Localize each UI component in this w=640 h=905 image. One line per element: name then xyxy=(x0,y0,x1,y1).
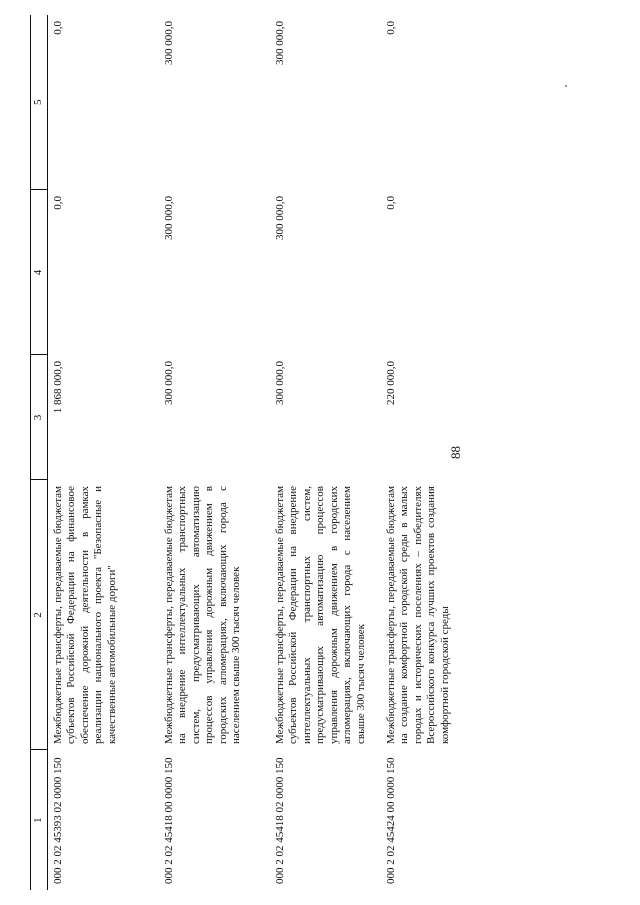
table-row xyxy=(159,15,270,890)
column-header-3: 3 xyxy=(31,355,48,480)
table-row xyxy=(47,15,159,890)
budget-code: 000 2 02 45418 00 0000 150 xyxy=(162,757,175,884)
amount-col-5: 300 000,0 xyxy=(273,21,286,65)
amount-col-4: 0,0 xyxy=(51,196,64,210)
budget-description: Межбюджетные трансферты, передаваемые бюджетам на внедрение интеллектуальных транспортных систем, предусматривающих автоматизацию процессов управления дорожным движением в городских агломерациях, включающих города с населением свыше 300 тысяч человек xyxy=(162,486,242,744)
budget-code: 000 2 02 45424 00 0000 150 xyxy=(384,757,397,884)
amount-col-4: 300 000,0 xyxy=(273,196,286,240)
amount-col-4: 300 000,0 xyxy=(162,196,175,240)
column-header-1: 1 xyxy=(31,750,48,890)
amount-col-3: 300 000,0 xyxy=(273,361,286,405)
budget-description: Межбюджетные трансферты, передаваемые бюджетам субъектов Российской Федерации на финансовое обеспечение дорожной деятельности в рамках реализации национального проекта "Безопасные и качественные автомобильные дороги" xyxy=(51,486,118,744)
column-header-4: 4 xyxy=(31,190,48,355)
table-row xyxy=(381,15,492,890)
scan-speck xyxy=(565,85,567,87)
amount-col-5: 0,0 xyxy=(51,21,64,35)
amount-col-5: 0,0 xyxy=(384,21,397,35)
column-header-2: 2 xyxy=(31,480,48,750)
table-row xyxy=(270,15,381,890)
budget-code: 000 2 02 45418 02 0000 150 xyxy=(273,757,286,884)
budget-description: Межбюджетные трансферты, передаваемые бюджетам на создание комфортной городской среды в малых городах и исторических поселениях – победителях Всероссийского конкурса лучших проектов создания комфортной городской среды xyxy=(384,486,451,744)
header-row xyxy=(31,15,48,890)
amount-col-4: 0,0 xyxy=(384,196,397,210)
budget-description: Межбюджетные трансферты, передаваемые бюджетам субъектов Российской Федерации на внедрение интеллектуальных транспортных систем, предусматривающих автоматизацию процессов управления дорожным движением в городских агломерациях, включающих города с населением свыше 300 тысяч человек xyxy=(273,486,367,744)
budget-table xyxy=(30,15,492,890)
budget-code: 000 2 02 45393 02 0000 150 xyxy=(51,757,64,884)
amount-col-3: 300 000,0 xyxy=(162,361,175,405)
amount-col-3: 1 868 000,0 xyxy=(51,361,64,414)
page-number: 88 xyxy=(448,446,463,459)
column-header-5: 5 xyxy=(31,15,48,190)
amount-col-5: 300 000,0 xyxy=(162,21,175,65)
amount-col-3: 220 000,0 xyxy=(384,361,397,405)
